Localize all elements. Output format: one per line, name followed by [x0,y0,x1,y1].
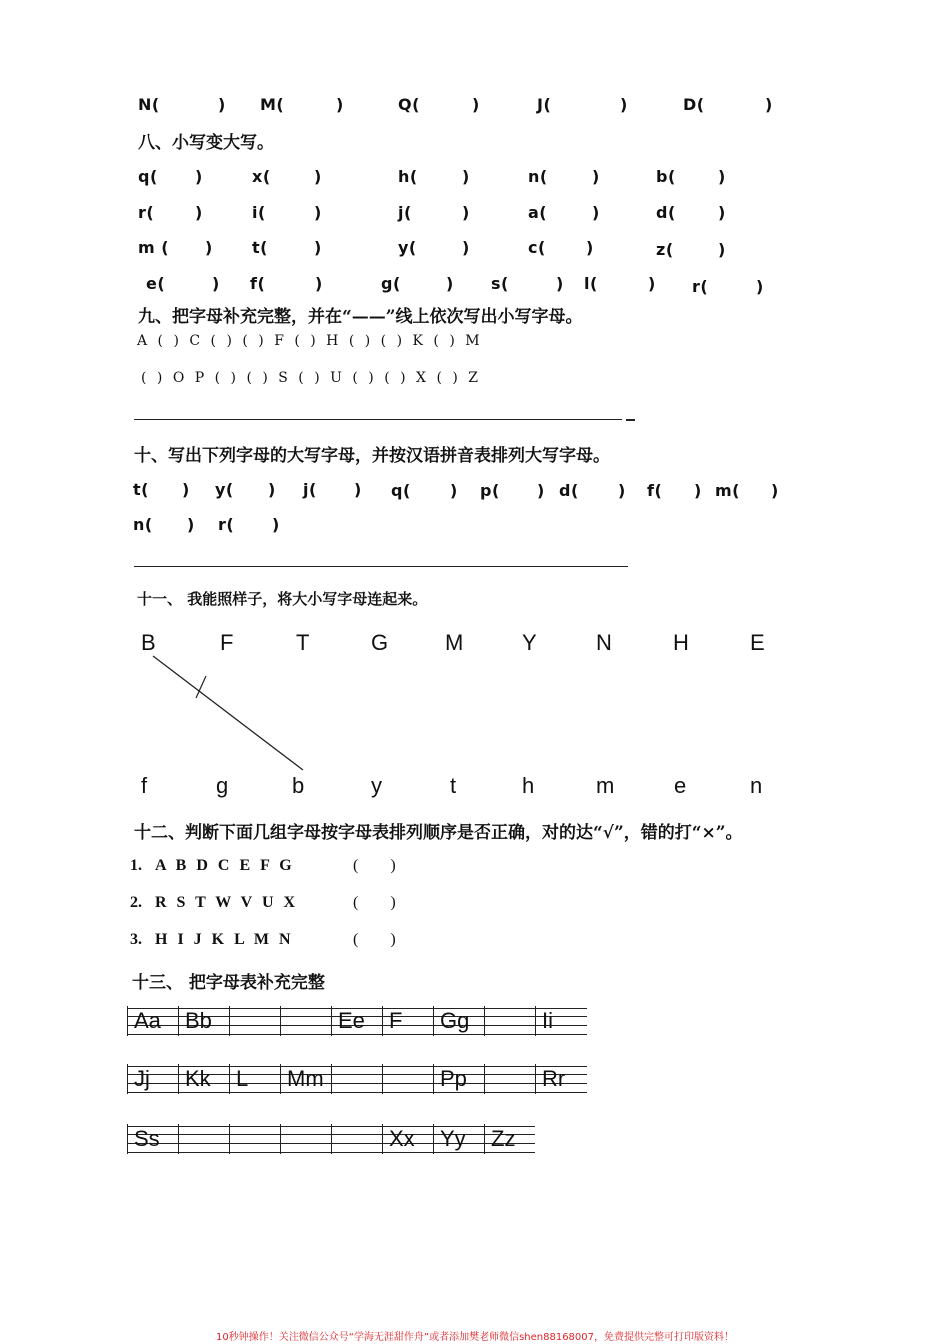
exercise-paren: ) [694,481,702,500]
exercise-paren: ) [314,238,322,257]
exercise-item: s( [491,274,509,293]
exercise-paren: ) [592,203,600,222]
upper-letter: M [445,630,464,655]
lower-letter: f [141,773,148,798]
exercise-paren: ) [446,274,454,293]
alphabet-cell: Ss [134,1126,160,1151]
exercise-paren: ) [187,515,195,534]
exercise-item: e( [146,274,166,293]
answer-paren: ( ) [353,894,396,911]
lower-letter: g [216,773,229,798]
lower-letter: b [292,773,305,798]
answer-paren: ( ) [353,931,396,948]
top-paren: ) [336,95,344,114]
exercise-item: a( [528,203,548,222]
exercise-item: f( [647,481,663,500]
exercise-paren: ) [618,481,626,500]
exercise-item: t( [252,238,268,257]
upper-letter: F [220,630,234,655]
alphabet-cell: L [236,1066,249,1091]
exercise-item: z( [656,240,674,259]
alphabet-cell: F [389,1008,403,1033]
alphabet-cell: Rr [542,1066,566,1091]
exercise-paren: ) [450,481,458,500]
exercise-item: b( [656,167,676,186]
exercise-paren: ) [272,515,280,534]
exercise-item: m( [715,481,740,500]
exercise-item: r( [218,515,235,534]
exercise-item: y( [215,480,234,499]
sec9-row-1: A ( ) C ( ) ( ) F ( ) H ( ) ( ) K ( ) M [137,333,480,349]
exercise-item: m ( [138,238,170,257]
item-number: 2. [130,894,142,911]
exercise-paren: ) [586,238,594,257]
exercise-item: c( [528,238,546,257]
exercise-paren: ) [268,480,276,499]
exercise-paren: ) [314,167,322,186]
exercise-item: j( [303,480,317,499]
lower-letter: n [750,773,763,798]
lower-letter: m [596,773,615,798]
section-10-title: 十、写出下列字母的大写字母，并按汉语拼音表排列大写字母。 [134,446,610,466]
exercise-paren: ) [718,203,726,222]
top-item-n: N( [138,95,160,114]
exercise-item: f( [250,274,266,293]
alphabet-cell: Pp [440,1066,467,1091]
alphabet-cell: Xx [389,1126,415,1151]
item-number: 3. [130,931,142,948]
exercise-paren: ) [718,167,726,186]
exercise-paren: ) [354,480,362,499]
exercise-item: l( [584,274,598,293]
upper-letter: T [296,630,310,655]
section-12-title: 十二、判断下面几组字母按字母表排列顺序是否正确，对的达“√”，错的打“×”。 [134,823,743,843]
exercise-paren: ) [771,481,779,500]
alphabet-cell: Kk [185,1066,211,1091]
exercise-paren: ) [592,167,600,186]
lower-letter: y [371,773,382,798]
exercise-item: q( [138,167,158,186]
exercise-paren: ) [648,274,656,293]
exercise-item: h( [398,167,418,186]
exercise-paren: ) [195,203,203,222]
exercise-paren: ) [314,203,322,222]
alphabet-cell: Yy [440,1126,466,1151]
top-paren: ) [218,95,226,114]
exercise-paren: ) [205,238,213,257]
lower-letter: e [674,773,687,798]
exercise-paren: ) [315,274,323,293]
alphabet-cell: Zz [491,1126,516,1151]
sec9-row-2: ( ) O P ( ) ( ) S ( ) U ( ) ( ) X ( ) Z [141,370,479,386]
exercise-item: n( [528,167,548,186]
alphabet-cell: Bb [185,1008,212,1033]
alphabet-cell: Aa [134,1008,161,1033]
top-item-q: Q( [398,95,420,114]
exercise-item: p( [480,481,500,500]
lower-letter: t [450,773,457,798]
exercise-paren: ) [195,167,203,186]
upper-letter: G [371,630,389,655]
alphabet-cell: Jj [134,1066,150,1091]
alphabet-cell: Ii [542,1008,553,1033]
alphabet-cell: Gg [440,1008,470,1033]
upper-letter: B [141,630,156,655]
exercise-item: d( [559,481,579,500]
exercise-paren: ) [462,203,470,222]
answer-paren: ( ) [353,857,396,874]
exercise-item: j( [398,203,412,222]
alphabet-row-2 [127,1066,587,1092]
exercise-paren: ) [462,167,470,186]
top-paren: ) [472,95,480,114]
section-13-title: 十三、 把字母表补充完整 [132,973,325,993]
upper-letter: N [596,630,612,655]
section-9-title: 九、把字母补充完整，并在“——”线上依次写出小写字母。 [138,307,583,327]
item-number: 1. [130,857,142,874]
exercise-paren: ) [556,274,564,293]
top-item-m: M( [260,95,285,114]
top-paren: ) [620,95,628,114]
exercise-paren: ) [718,240,726,259]
alphabet-cell: Mm [287,1066,324,1091]
item-letters: A B D C E F G [155,857,295,874]
exercise-item: r( [138,203,155,222]
upper-letter: Y [522,630,537,655]
exercise-item: y( [398,238,417,257]
exercise-item: d( [656,203,676,222]
top-paren: ) [765,95,773,114]
exercise-paren: ) [212,274,220,293]
exercise-item: g( [381,274,401,293]
upper-letter: E [750,630,765,655]
section-8-title: 八、小写变大写。 [138,133,274,153]
upper-letter: H [673,630,689,655]
exercise-paren: ) [537,481,545,500]
alphabet-cell: Ee [338,1008,365,1033]
exercise-item: q( [391,481,411,500]
top-item-d: D( [683,95,705,114]
exercise-paren: ) [756,277,764,296]
item-letters: H I J K L M N [155,931,294,948]
exercise-item: r( [692,277,709,296]
exercise-item: n( [133,515,153,534]
item-letters: R S T W V U X [155,894,299,911]
footer-notice: 10秒钟操作！关注微信公众号“学海无涯甜作舟”或者添加樊老师微信shen88168007，免费提供完整可打印版资料！ [215,1332,735,1343]
section-11-title: 十一、 我能照样子，将大小写字母连起来。 [137,590,428,608]
exercise-item: i( [252,203,266,222]
exercise-paren: ) [462,238,470,257]
exercise-item: t( [133,480,149,499]
connector-line [153,656,303,770]
alphabet-row-1 [127,1008,587,1034]
lower-letter: h [522,773,535,798]
alphabet-row-3 [127,1126,535,1152]
top-item-j: J( [537,95,552,114]
exercise-paren: ) [182,480,190,499]
exercise-item: x( [252,167,271,186]
